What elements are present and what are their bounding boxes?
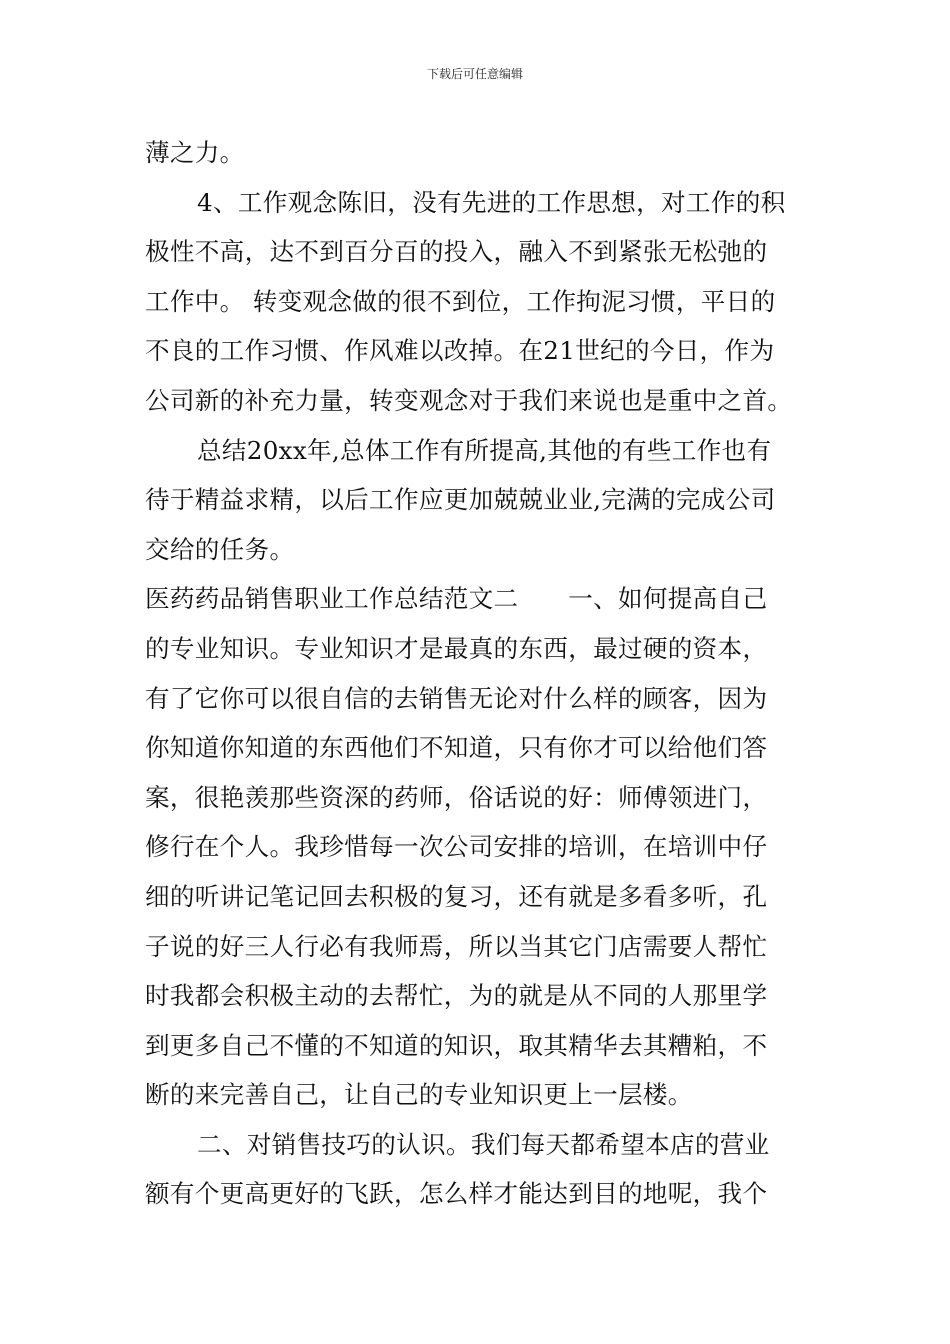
body-line: 有了它你可以很自信的去销售无论对什么样的顾客，因为 [145, 683, 768, 713]
body-line: 不良的工作习惯、作风难以改掉。在21世纪的今日，作为 [145, 336, 775, 366]
body-line: 的专业知识。专业知识才是最真的东西，最过硬的资本， [145, 633, 768, 663]
body-line: 到更多自己不懂的不知道的知识，取其精华去其糟粕，不 [145, 1030, 768, 1060]
body-line: 4、工作观念陈旧，没有先进的工作思想，对工作的积 [197, 187, 786, 217]
body-line: 极性不高，达不到百分百的投入，融入不到紧张无松弛的 [145, 237, 768, 267]
document-body [145, 128, 807, 1219]
body-line: 案，很艳羡那些资深的药师，俗话说的好：师傅领进门， [145, 782, 768, 812]
body-line: 细的听讲记笔记回去积极的复习，还有就是多看多听，孔 [145, 881, 768, 911]
body-line: 时我都会积极主动的去帮忙，为的就是从不同的人那里学 [145, 981, 768, 1011]
body-line: 二、对销售技巧的认识。我们每天都希望本店的营业 [197, 1129, 770, 1159]
page-header-note: 下载后可任意编辑 [426, 67, 523, 81]
body-line: 修行在个人。我珍惜每一次公司安排的培训，在培训中仔 [145, 832, 768, 862]
body-line: 额有个更高更好的飞跃，怎么样才能达到目的地呢，我个 [145, 1179, 768, 1209]
body-line: 断的来完善自己，让自己的专业知识更上一层楼。 [145, 1080, 693, 1110]
body-line: 总结20xx年,总体工作有所提高,其他的有些工作也有 [197, 435, 772, 465]
body-line: 薄之力。 [145, 138, 245, 167]
section-heading-line: 医药药品销售职业工作总结范文二 一、如何提高自己 [145, 584, 768, 614]
body-line: 你知道你知道的东西他们不知道，只有你才可以给他们答 [145, 733, 768, 763]
body-line: 公司新的补充力量，转变观念对于我们来说也是重中之首。 [145, 385, 793, 415]
body-line: 子说的好三人行必有我师焉，所以当其它门店需要人帮忙 [145, 931, 768, 961]
body-line: 工作中。 转变观念做的很不到位，工作拘泥习惯，平日的 [145, 286, 776, 316]
body-line: 待于精益求精，以后工作应更加兢兢业业,完满的完成公司 [145, 485, 776, 515]
body-line: 交给的任务。 [145, 534, 295, 564]
